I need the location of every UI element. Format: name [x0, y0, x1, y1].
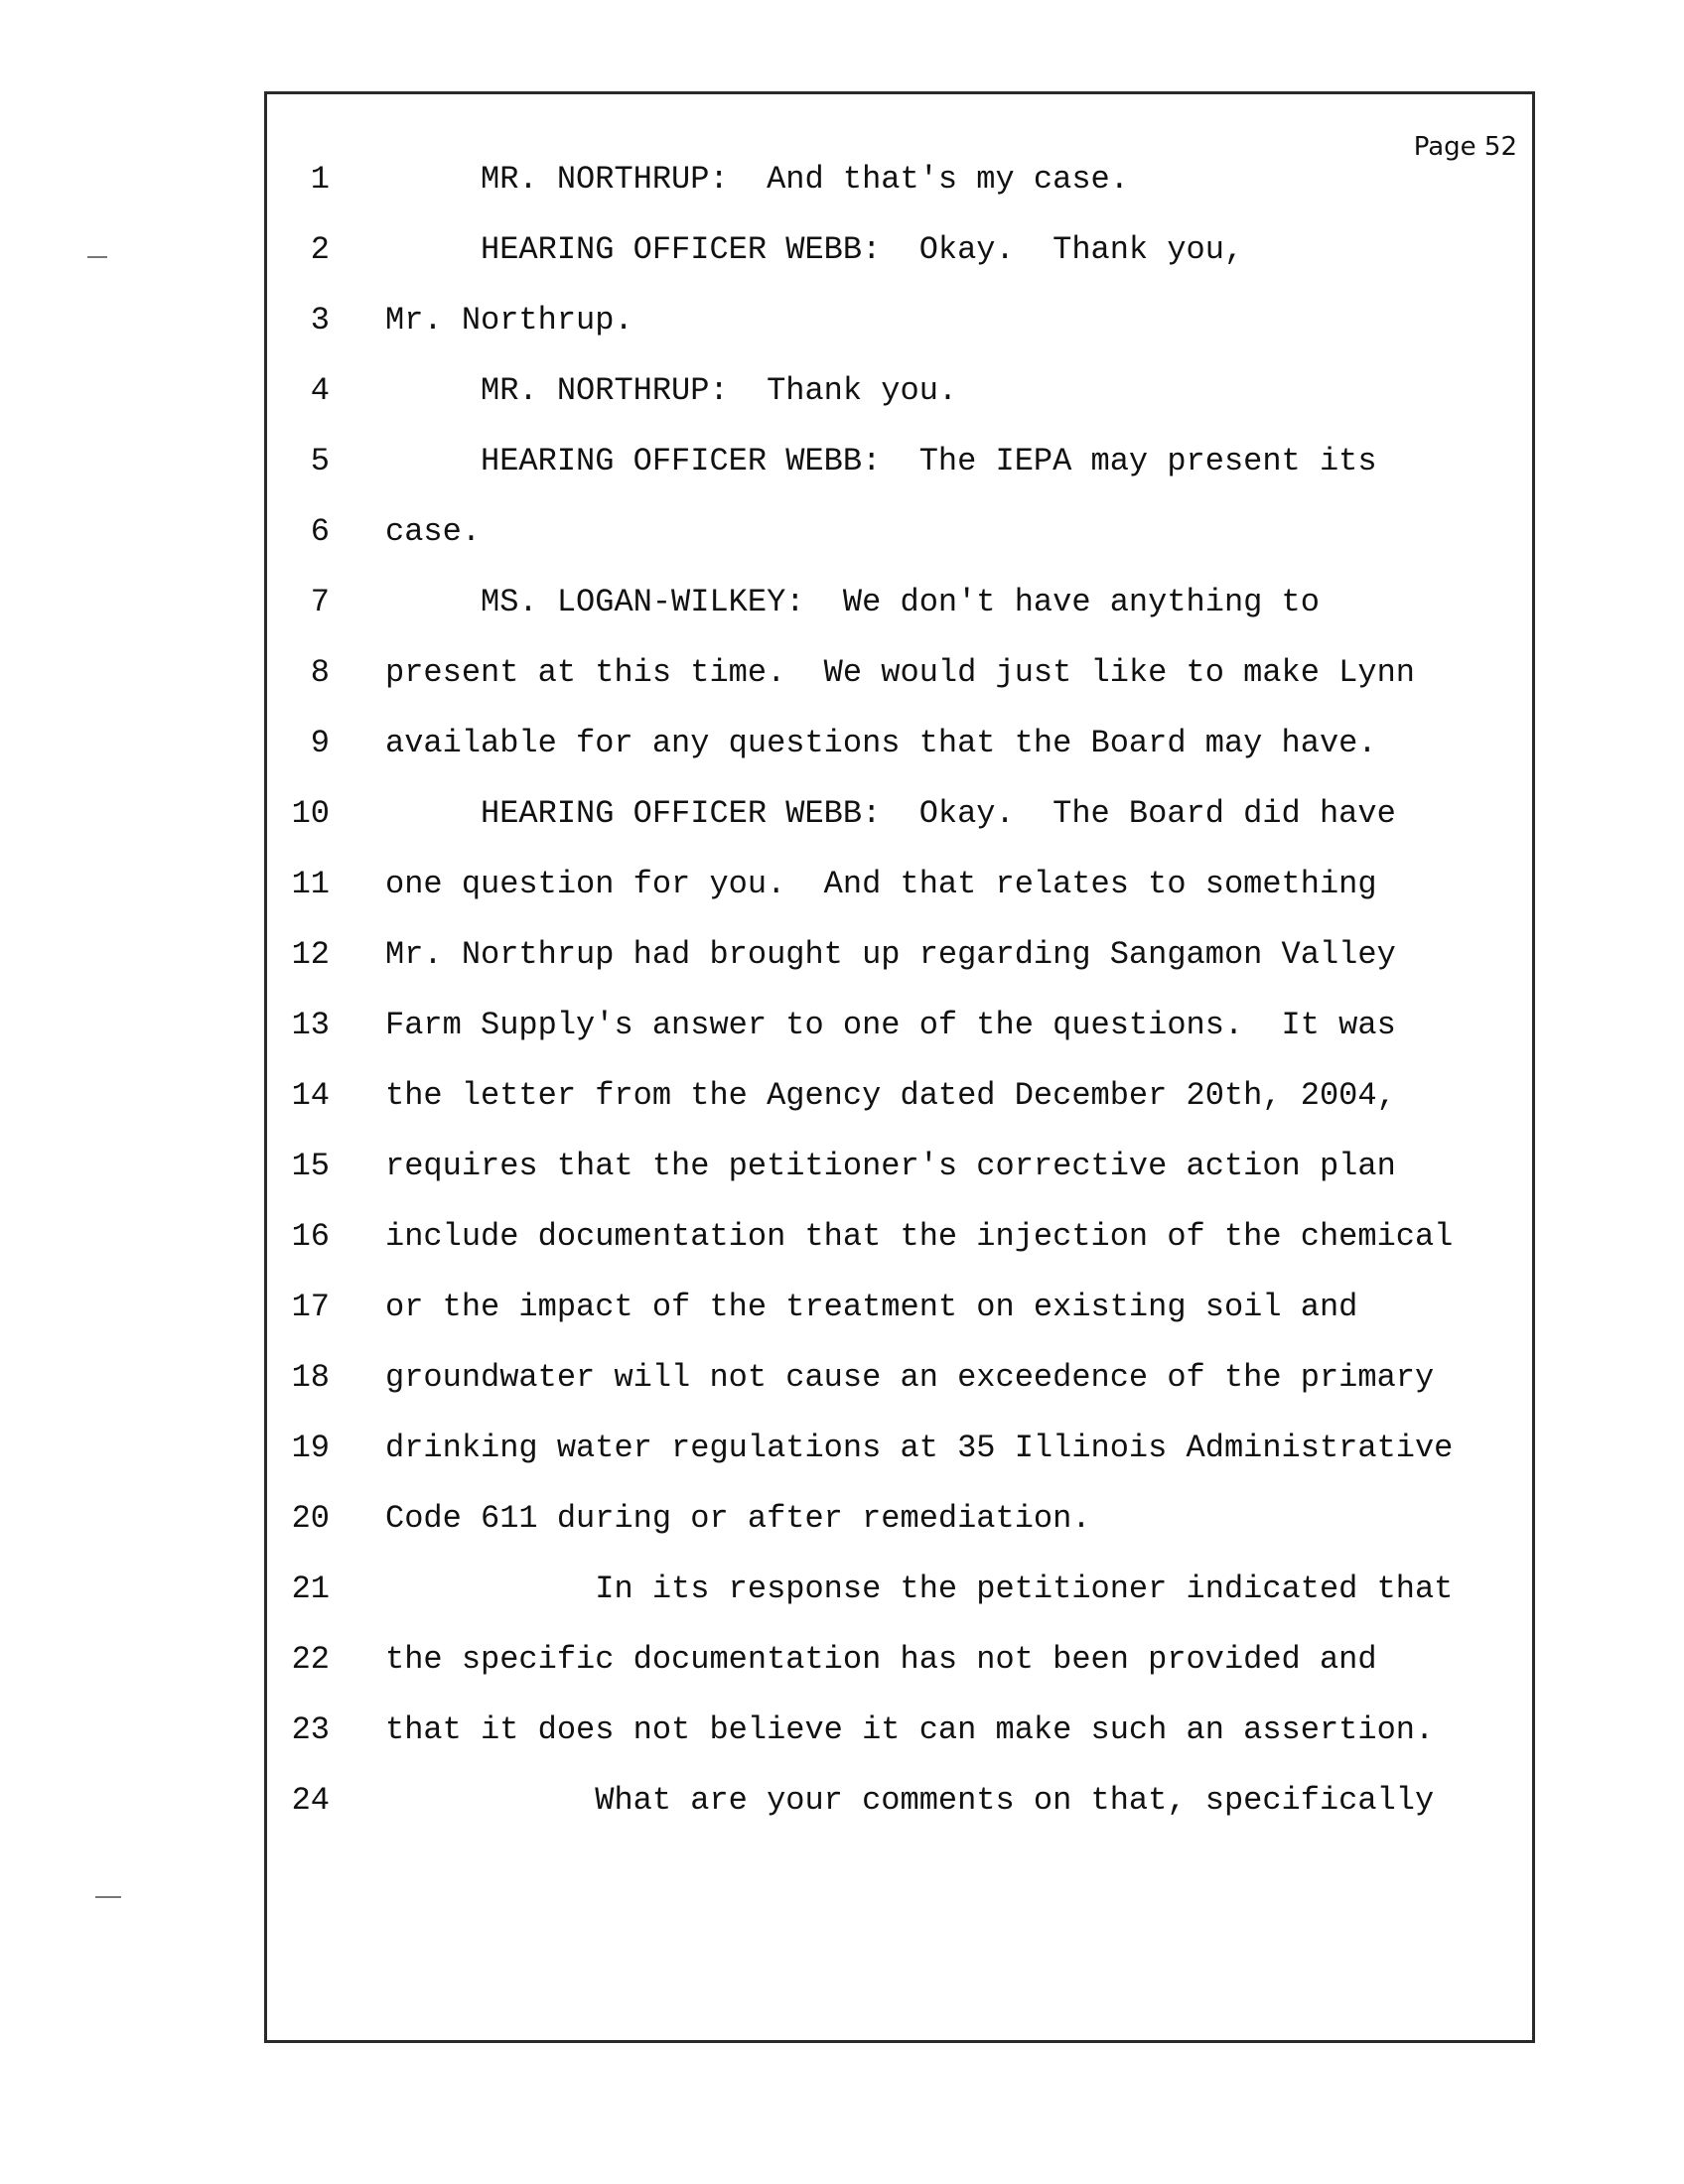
- transcript-line: [264, 1007, 1535, 1056]
- transcript-line: [264, 936, 1535, 986]
- transcript-line: [264, 161, 1535, 210]
- line-number: 23: [291, 1711, 330, 1748]
- transcript-line: [264, 443, 1535, 492]
- line-text: present at this time. We would just like to make Lynn: [385, 654, 1415, 691]
- line-number: 1: [310, 161, 330, 198]
- transcript-line: [264, 302, 1535, 351]
- line-number: 24: [291, 1782, 330, 1819]
- line-text: HEARING OFFICER WEBB: The IEPA may present its: [385, 443, 1377, 479]
- line-number: 10: [291, 795, 330, 832]
- transcript-line: [264, 513, 1535, 563]
- line-text: In its response the petitioner indicated that: [385, 1570, 1454, 1607]
- line-number: 17: [291, 1289, 330, 1325]
- line-number: 15: [291, 1148, 330, 1184]
- transcript-line: [264, 1148, 1535, 1197]
- line-number: 13: [291, 1007, 330, 1043]
- transcript-line: [264, 1500, 1535, 1550]
- transcript-line: [264, 1218, 1535, 1268]
- line-text: HEARING OFFICER WEBB: Okay. Thank you,: [385, 231, 1244, 268]
- line-number: 12: [291, 936, 330, 973]
- line-text: MR. NORTHRUP: Thank you.: [385, 372, 958, 409]
- transcript-line: [264, 231, 1535, 281]
- line-text: MR. NORTHRUP: And that's my case.: [385, 161, 1129, 198]
- line-text: that it does not believe it can make such an assertion.: [385, 1711, 1435, 1748]
- line-text: Code 611 during or after remediation.: [385, 1500, 1091, 1537]
- line-number: 2: [310, 231, 330, 268]
- transcript-line: [264, 1641, 1535, 1691]
- transcript-line: [264, 1782, 1535, 1832]
- line-text: the specific documentation has not been provided and: [385, 1641, 1377, 1678]
- line-number: 20: [291, 1500, 330, 1537]
- line-text: available for any questions that the Board may have.: [385, 725, 1377, 761]
- margin-mark: [95, 1896, 121, 1898]
- line-text: the letter from the Agency dated December 20th, 2004,: [385, 1077, 1396, 1114]
- line-number: 8: [310, 654, 330, 691]
- line-text: MS. LOGAN-WILKEY: We don't have anything to: [385, 584, 1320, 620]
- line-number: 14: [291, 1077, 330, 1114]
- line-number: 3: [310, 302, 330, 339]
- line-text: Mr. Northrup had brought up regarding Sangamon Valley: [385, 936, 1396, 973]
- line-number: 21: [291, 1570, 330, 1607]
- transcript-line: [264, 584, 1535, 633]
- line-number: 18: [291, 1359, 330, 1396]
- line-text: drinking water regulations at 35 Illinois Administrative: [385, 1430, 1454, 1466]
- line-text: What are your comments on that, specifically: [385, 1782, 1435, 1819]
- line-number: 9: [310, 725, 330, 761]
- margin-mark: [87, 256, 107, 258]
- line-text: Farm Supply's answer to one of the questions. It was: [385, 1007, 1396, 1043]
- line-text: include documentation that the injection of the chemical: [385, 1218, 1454, 1255]
- transcript-line: [264, 1359, 1535, 1409]
- transcript-line: [264, 1077, 1535, 1127]
- line-text: one question for you. And that relates to something: [385, 866, 1377, 902]
- transcript-line: [264, 372, 1535, 422]
- line-text: HEARING OFFICER WEBB: Okay. The Board did have: [385, 795, 1396, 832]
- transcript-line: [264, 866, 1535, 915]
- line-number: 19: [291, 1430, 330, 1466]
- line-number: 7: [310, 584, 330, 620]
- transcript-line: [264, 1430, 1535, 1479]
- transcript-line: [264, 654, 1535, 704]
- line-number: 4: [310, 372, 330, 409]
- transcript-line: [264, 1570, 1535, 1620]
- transcript-line: [264, 795, 1535, 845]
- page-number: Page 52: [1413, 132, 1517, 162]
- transcript-line: [264, 1711, 1535, 1761]
- line-text: or the impact of the treatment on existing soil and: [385, 1289, 1358, 1325]
- line-number: 5: [310, 443, 330, 479]
- line-number: 16: [291, 1218, 330, 1255]
- line-text: requires that the petitioner's corrective action plan: [385, 1148, 1396, 1184]
- line-number: 6: [310, 513, 330, 550]
- line-number: 22: [291, 1641, 330, 1678]
- line-text: case.: [385, 513, 482, 550]
- line-number: 11: [291, 866, 330, 902]
- transcript-line: [264, 1289, 1535, 1338]
- transcript-line: [264, 725, 1535, 774]
- line-text: groundwater will not cause an exceedence of the primary: [385, 1359, 1435, 1396]
- line-text: Mr. Northrup.: [385, 302, 633, 339]
